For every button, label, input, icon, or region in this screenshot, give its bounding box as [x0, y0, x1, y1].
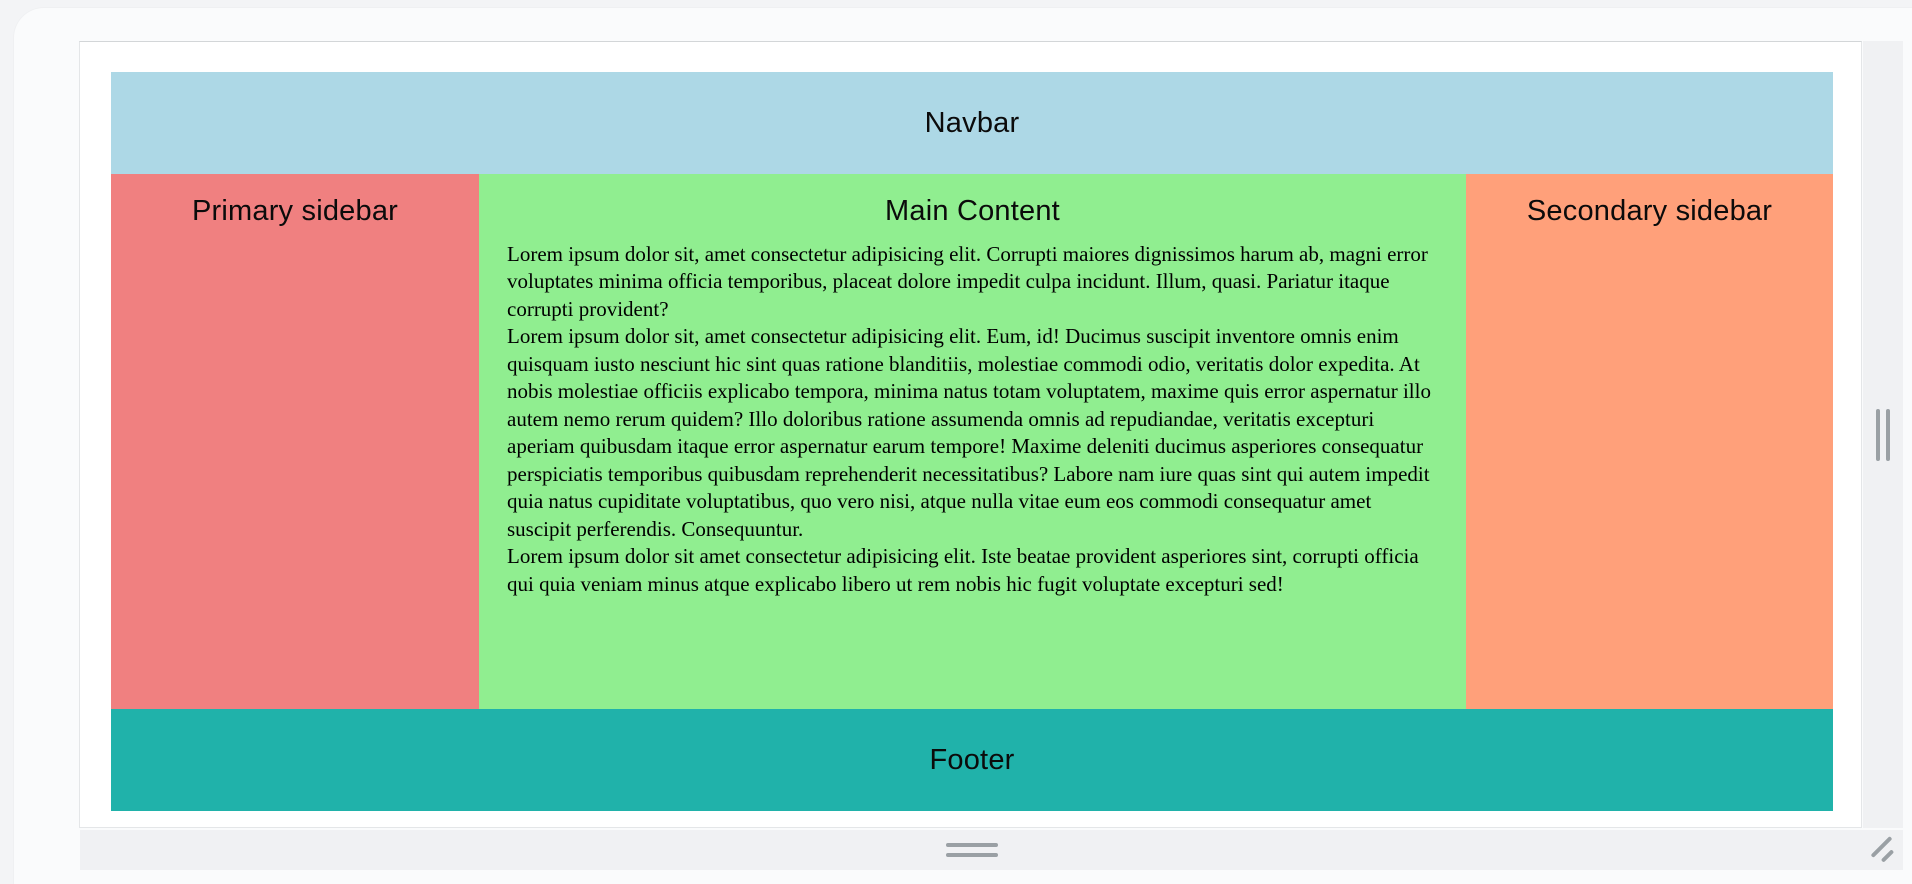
horizontal-drag-grip-icon — [946, 843, 998, 857]
secondary-sidebar-label: Secondary sidebar — [1526, 195, 1773, 227]
primary-sidebar-region — [111, 174, 479, 709]
primary-sidebar-label: Primary sidebar — [191, 195, 399, 227]
footer-label: Footer — [929, 743, 1015, 776]
main-content-region — [479, 174, 1466, 709]
footer-region — [111, 709, 1833, 811]
navbar-label: Navbar — [924, 106, 1020, 139]
main-content-paragraph: Lorem ipsum dolor sit, amet consectetur adipisicing elit. Corrupti maiores dignissimos harum ab, magni error voluptates minima officia temporibus, placeat dolore impedit culpa incidunt. Illum, quasi. Pariatur itaque corrupti provident? — [507, 241, 1428, 321]
rendered-example-panel — [79, 41, 1862, 828]
example-card — [14, 8, 1912, 884]
main-content-heading: Main Content — [885, 195, 1060, 227]
bottom-resize-handle[interactable] — [80, 830, 1863, 870]
holy-grail-layout — [111, 72, 1833, 811]
main-content-paragraph: Lorem ipsum dolor sit amet consectetur adipisicing elit. Iste beatae provident asperiores sint, corrupti officia qui quia veniam minus atque explicabo libero ut rem nobis hic fugit voluptate excepturi sed! — [507, 544, 1419, 596]
secondary-sidebar-region — [1466, 174, 1833, 709]
right-resize-handle[interactable] — [1863, 41, 1903, 828]
corner-resize-handle[interactable] — [1863, 830, 1903, 870]
vertical-drag-grip-icon — [1876, 409, 1890, 461]
navbar-region — [111, 72, 1833, 174]
main-content-paragraph: Lorem ipsum dolor sit, amet consectetur adipisicing elit. Eum, id! Ducimus suscipit inventore omnis enim quisquam iusto nesciunt hic sint quas ratione blanditiis, molestiae commodi odio, veritatis dolor expedita. At nobis molestiae officiis explicabo tempora, minima natus totam voluptatem, maxime quis error aspernatur illo autem nemo rerum quidem? Illo doloribus ratione assumenda omnis ad repudiandae, veritatis excepturi aperiam quibusdam itaque error aspernatur earum tempore! Maxime deleniti ducimus asperiores consequatur perspiciatis temporibus quibusdam reprehenderit necessitatibus? Labore nam iure quas sint qui autem impedit quia natus cupiditate voluptatibus, quo vero nisi, atque nulla vitae eum eos commodi consequatur amet suscipit perferendis. Consequuntur. — [507, 324, 1431, 541]
